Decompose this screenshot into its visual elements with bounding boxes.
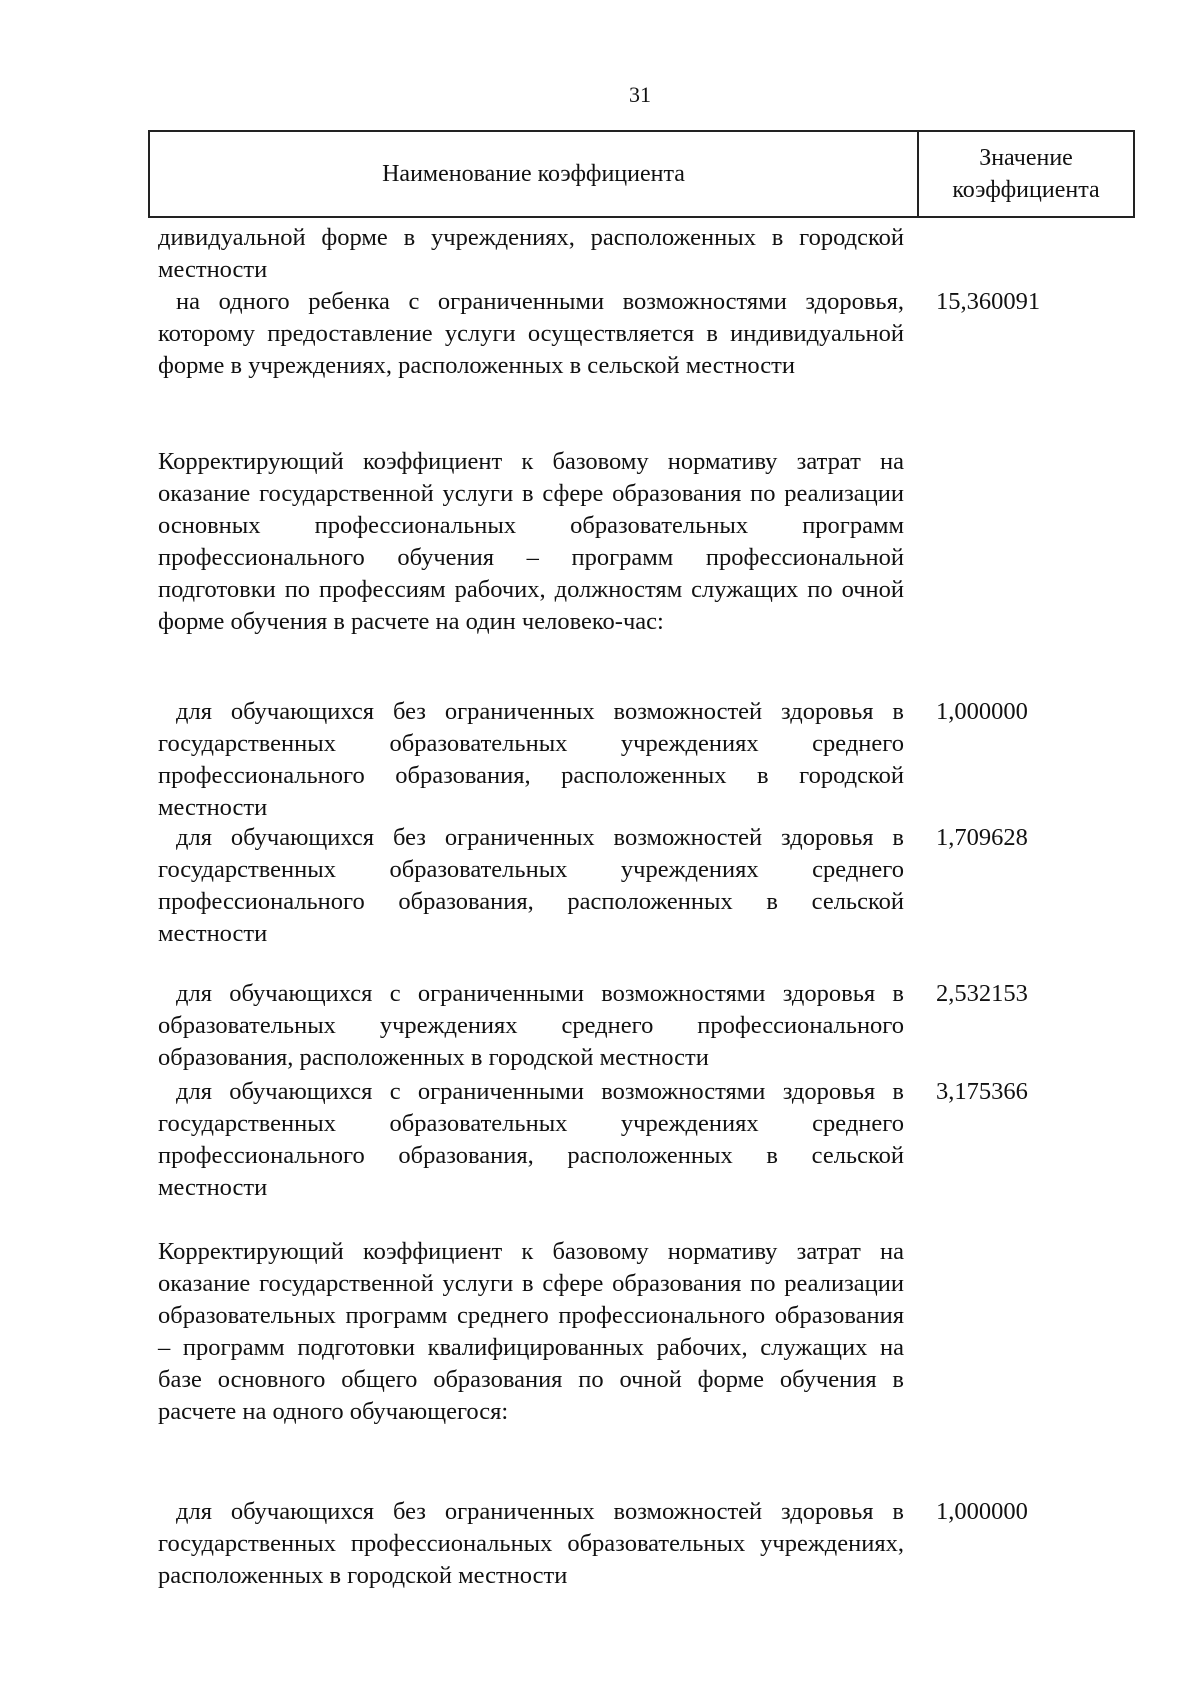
coefficient-value: 3,175366 [936, 1078, 1028, 1105]
coefficient-name: дивидуальной форме в учреждениях, расположенных в городской местности [158, 224, 904, 283]
coefficient-value: 1,000000 [936, 698, 1028, 725]
coefficient-value: 1,000000 [936, 1498, 1028, 1525]
coefficient-value: 15,360091 [936, 288, 1041, 315]
coefficient-name: для обучающихся без ограниченных возможностей здоровья в государственных образовательных учреждениях среднего профессионального образования, расположенных в городской местности [158, 698, 904, 821]
header-value-column: Значение коэффициента [952, 145, 1100, 203]
coefficient-name: для обучающихся без ограниченных возможностей здоровья в государственных профессиональных образовательных учреждениях, расположенных в городской местности [158, 1498, 904, 1589]
coefficient-value: 1,709628 [936, 824, 1028, 851]
coefficient-section-title: Корректирующий коэффициент к базовому нормативу затрат на оказание государственной услуги в сфере образования по реализации образовательных программ среднего профессионального образования – программ подготовки квалифицированных рабочих, служащих на базе основного общего образования по очной форме обучения в расчете на одного обучающегося: [158, 1238, 904, 1425]
page-number: 31 [629, 82, 651, 107]
table-header [148, 130, 1135, 218]
coefficient-name: для обучающихся с ограниченными возможностями здоровья в государственных образовательных учреждениях среднего профессионального образования, расположенных в сельской местности [158, 1078, 904, 1201]
header-name-column: Наименование коэффициента [150, 132, 919, 216]
coefficient-section-title: Корректирующий коэффициент к базовому нормативу затрат на оказание государственной услуги в сфере образования по реализации основных профессиональных образовательных программ профессионального обучения – программ профессиональной подготовки по профессиям рабочих, должностям служащих по очной форме обучения в расчете на один человеко-час: [158, 448, 904, 635]
coefficient-name: для обучающихся без ограниченных возможностей здоровья в государственных образовательных учреждениях среднего профессионального образования, расположенных в сельской местности [158, 824, 904, 947]
coefficient-name: на одного ребенка с ограниченными возможностями здоровья, которому предоставление услуги осуществляется в индивидуальной форме в учреждениях, расположенных в сельской местности [158, 288, 904, 379]
coefficient-value: 2,532153 [936, 980, 1028, 1007]
coefficient-name: для обучающихся с ограниченными возможностями здоровья в образовательных учреждениях среднего профессионального образования, расположенных в городской местности [158, 980, 904, 1071]
